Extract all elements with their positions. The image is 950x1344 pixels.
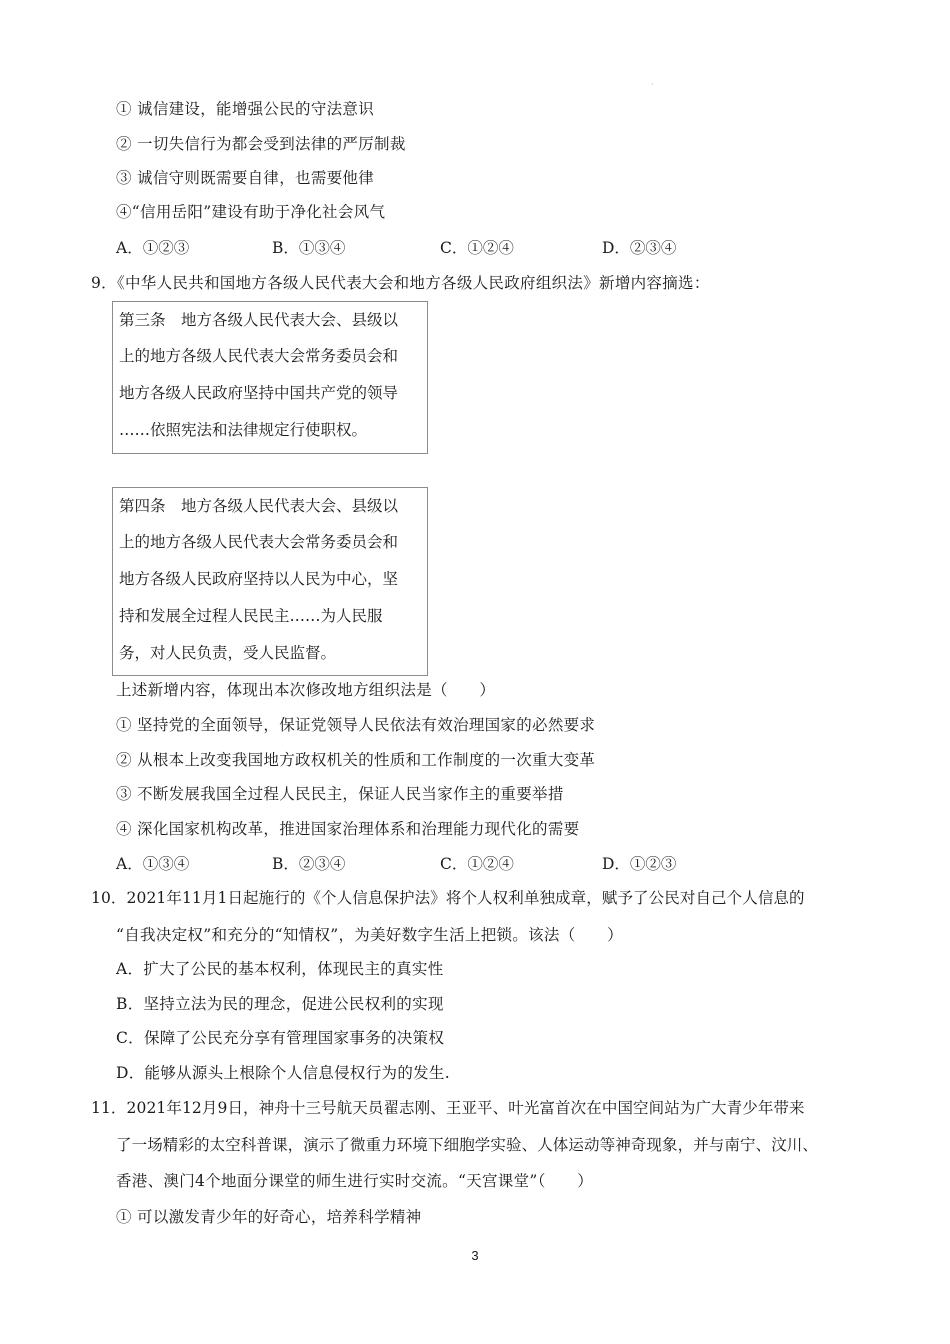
q9-box2-line-4: 持和发展全过程人民民主……为人民服 bbox=[119, 607, 383, 625]
q9-box1-line-1: 第三条 地方各级人民代表大会、县级以 bbox=[119, 311, 399, 329]
q10-stem-line-1: 10．2021年11月1日起施行的《个人信息保护法》将个人权利单独成章，赋予了公民对自己个人信息的 bbox=[91, 889, 805, 907]
q10-option-a[interactable]: A．扩大了公民的基本权利，体现民主的真实性 bbox=[116, 960, 444, 978]
q9-option-c[interactable]: C．①②④ bbox=[440, 855, 514, 873]
stray-mark: · bbox=[651, 80, 654, 89]
q8-item-4: ④“信用岳阳”建设有助于净化社会风气 bbox=[116, 203, 386, 221]
q9-options bbox=[116, 853, 816, 875]
q9-excerpt-box-2 bbox=[112, 487, 428, 676]
q9-box2-line-3: 地方各级人民政府坚持以人民为中心，坚 bbox=[119, 570, 399, 588]
q9-box2-line-5: 务，对人民负责，受人民监督。 bbox=[119, 644, 337, 662]
q8-item-3: ③ 诚信守则既需要自律，也需要他律 bbox=[116, 169, 375, 187]
q8-item-2: ② 一切失信行为都会受到法律的严厉制裁 bbox=[116, 135, 406, 153]
q9-stem: 9．《中华人民共和国地方各级人民代表大会和地方各级人民政府组织法》新增内容摘选： bbox=[91, 274, 710, 292]
q9-box1-line-3: 地方各级人民政府坚持中国共产党的领导 bbox=[119, 384, 399, 402]
q11-stem-line-1: 11．2021年12月9日，神舟十三号航天员翟志刚、王亚平、叶光富首次在中国空间站为广大青少年带来 bbox=[91, 1099, 805, 1117]
page-number: 3 bbox=[471, 1248, 479, 1263]
q8-item-1: ① 诚信建设，能增强公民的守法意识 bbox=[116, 100, 375, 118]
q9-item-3: ③ 不断发展我国全过程人民民主，保证人民当家作主的重要举措 bbox=[116, 785, 564, 803]
q8-option-c[interactable]: C．①②④ bbox=[440, 239, 514, 257]
q9-option-b[interactable]: B．②③④ bbox=[272, 855, 346, 873]
q9-item-4: ④ 深化国家机构改革，推进国家治理体系和治理能力现代化的需要 bbox=[116, 820, 580, 838]
q9-option-a[interactable]: A．①③④ bbox=[116, 855, 190, 873]
q10-stem-line-2: “自我决定权”和充分的“知情权”，为美好数字生活上把锁。该法（ ） bbox=[116, 926, 623, 944]
q9-box1-line-2: 上的地方各级人民代表大会常务委员会和 bbox=[119, 347, 399, 365]
q9-excerpt-box-1 bbox=[112, 301, 428, 454]
q9-item-1: ① 坚持党的全面领导，保证党领导人民依法有效治理国家的必然要求 bbox=[116, 716, 596, 734]
q9-option-d[interactable]: D．①②③ bbox=[602, 855, 677, 873]
q9-item-2: ② 从根本上改变我国地方政权机关的性质和工作制度的一次重大变革 bbox=[116, 751, 596, 769]
q9-box2-line-1: 第四条 地方各级人民代表大会、县级以 bbox=[119, 497, 399, 515]
q11-stem-line-2: 了一场精彩的太空科普课，演示了微重力环境下细胞学实验、人体运动等神奇现象，并与南宁、汶川、 bbox=[116, 1136, 819, 1154]
q11-stem-line-3: 香港、澳门4个地面分课堂的师生进行实时交流。“天宫课堂”（ ） bbox=[116, 1172, 594, 1190]
q10-option-d[interactable]: D．能够从源头上根除个人信息侵权行为的发生. bbox=[116, 1064, 450, 1082]
q11-item-1: ① 可以激发青少年的好奇心，培养科学精神 bbox=[116, 1208, 422, 1226]
q9-box2-line-2: 上的地方各级人民代表大会常务委员会和 bbox=[119, 533, 399, 551]
q10-option-b[interactable]: B．坚持立法为民的理念，促进公民权利的实现 bbox=[116, 995, 444, 1013]
q10-option-c[interactable]: C．保障了公民充分享有管理国家事务的决策权 bbox=[116, 1029, 445, 1047]
q8-options bbox=[116, 237, 816, 259]
q8-option-a[interactable]: A．①②③ bbox=[116, 239, 190, 257]
q9-box1-line-4: ……依照宪法和法律规定行使职权。 bbox=[119, 421, 368, 439]
q9-question: 上述新增内容，体现出本次修改地方组织法是（ ） bbox=[116, 681, 496, 699]
q8-option-b[interactable]: B．①③④ bbox=[272, 239, 346, 257]
q8-option-d[interactable]: D．②③④ bbox=[602, 239, 677, 257]
